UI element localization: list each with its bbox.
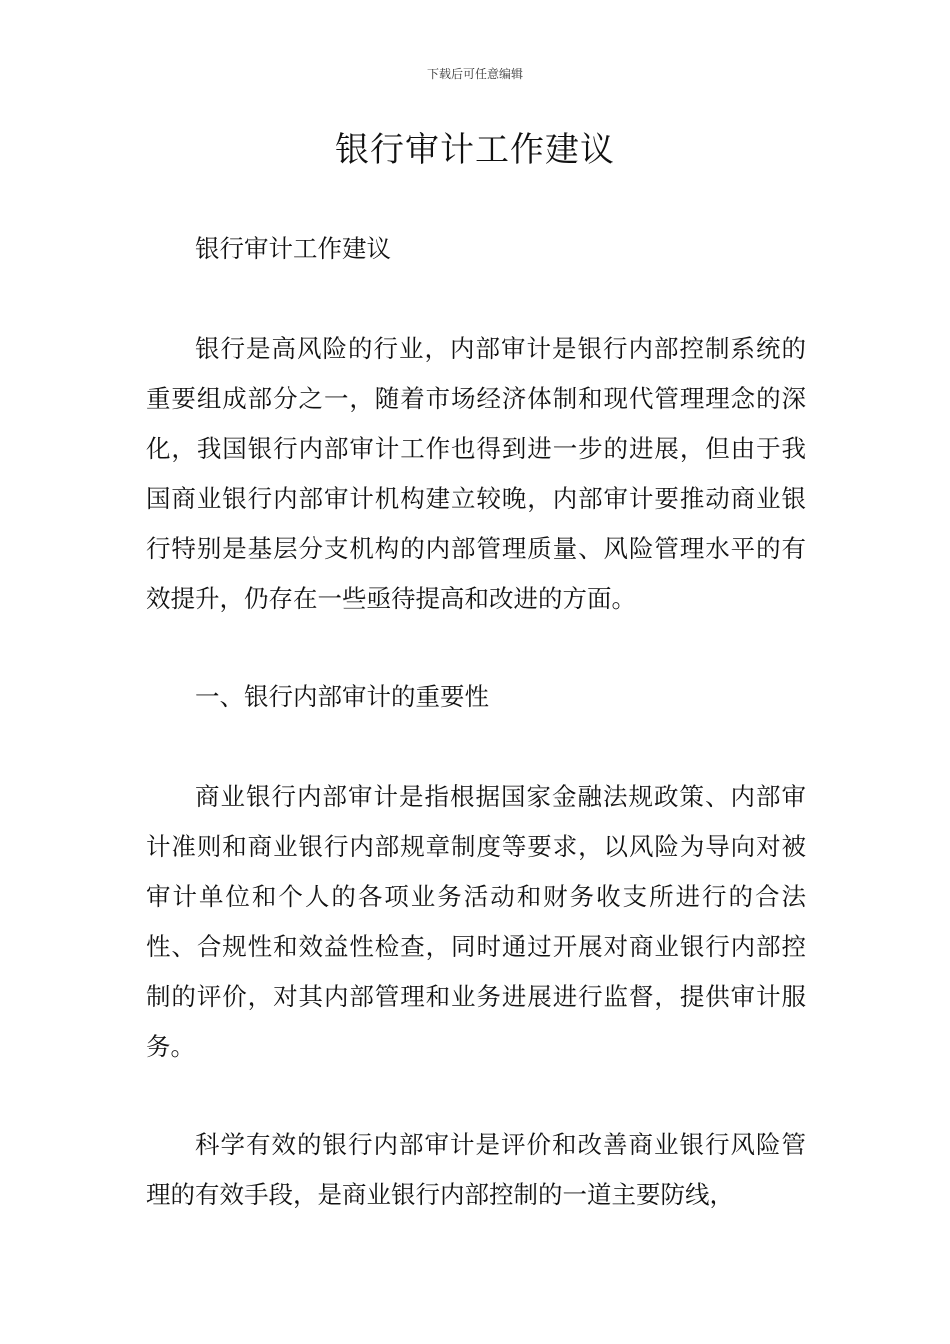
document-title: 银行审计工作建议 (335, 130, 615, 170)
section-heading-1: 一、银行内部审计的重要性 (195, 682, 489, 711)
paragraph-intro: 银行是高风险的行业，内部审计是银行内部控制系统的重要组成部分之一，随着市场经济体制和现代管理理念的深化，我国银行内部审计工作也得到进一步的进展，但由于我国商业银行内部审计机构建立较晚，内部审计要推动商业银行特别是基层分支机构的内部管理质量、风险管理水平的有效提升，仍存在一些亟待提高和改进的方面。 (146, 334, 806, 613)
paragraph-definition: 商业银行内部审计是指根据国家金融法规政策、内部审计准则和商业银行内部规章制度等要求，以风险为导向对被审计单位和个人的各项业务活动和财务收支所进行的合法性、合规性和效益性检查，同时通过开展对商业银行内部控制的评价，对其内部管理和业务进展进行监督，提供审计服务。 (146, 782, 806, 1061)
document-subtitle: 银行审计工作建议 (195, 234, 391, 263)
paragraph-importance: 科学有效的银行内部审计是评价和改善商业银行风险管理的有效手段，是商业银行内部控制的一道主要防线， (146, 1130, 806, 1209)
header-note: 下载后可任意编辑 (426, 67, 523, 81)
